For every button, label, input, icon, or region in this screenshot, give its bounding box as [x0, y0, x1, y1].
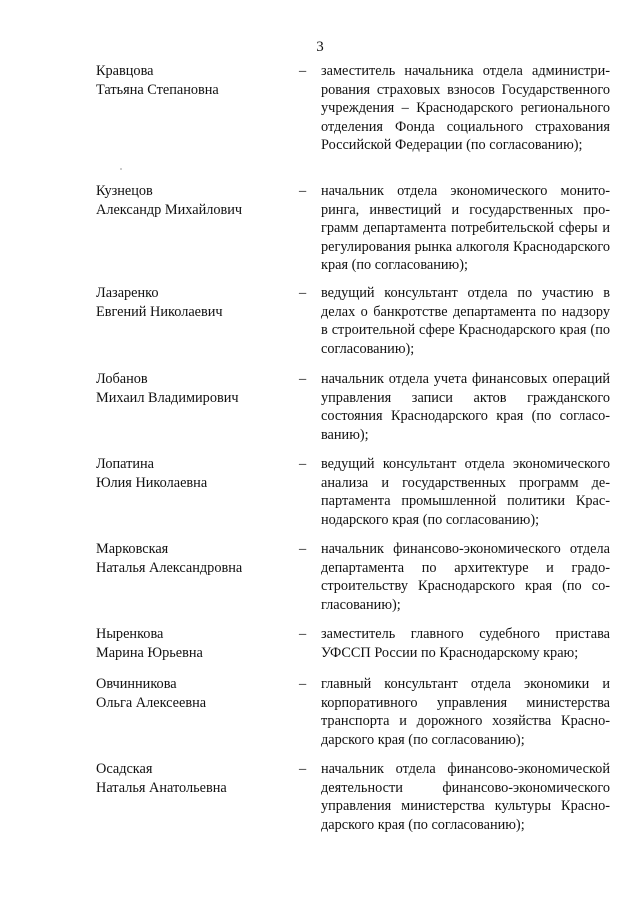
person-name — [96, 370, 286, 407]
dash-separator: – — [299, 456, 307, 472]
given-names: Юлия Николаевна — [96, 474, 208, 491]
scan-speck — [120, 168, 122, 170]
given-names: Наталья Анатольевна — [96, 779, 227, 796]
given-names: Михаил Владимирович — [96, 389, 239, 406]
position-description: заместитель главного судебного пристава УФССП России по Краснодарскому краю; — [321, 626, 610, 661]
surname: Ныренкова — [96, 626, 164, 642]
person-name — [96, 455, 286, 492]
surname: Марковская — [96, 541, 169, 557]
given-names: Наталья Александровна — [96, 559, 243, 576]
person-name — [96, 284, 286, 321]
person-name — [96, 62, 286, 99]
dash-separator: – — [299, 183, 307, 199]
dash-separator: – — [299, 626, 307, 642]
given-names: Александр Михайлович — [96, 201, 243, 218]
position-description: ведущий консультант отдела экономического анализа и государственных программ департамента промышленной политики Краснодарского края (по согласованию); — [321, 456, 610, 528]
position-description: ведущий консультант отдела по участию в делах о банкротстве департамента по надзору в строительной сфере Краснодарского края (по согласованию); — [321, 285, 610, 357]
given-names: Евгений Николаевич — [96, 303, 223, 320]
given-names: Марина Юрьевна — [96, 644, 203, 661]
position-description: начальник отдела учета финансовых операций управления записи актов гражданского состояния Краснодарского края (по согласованию); — [321, 371, 610, 443]
dash-separator: – — [299, 676, 307, 692]
given-names: Татьяна Степановна — [96, 81, 219, 98]
dash-separator: – — [299, 761, 307, 777]
dash-separator: – — [299, 285, 307, 301]
position-description: заместитель начальника отдела администрирования страховых взносов Государственного учреждения – Краснодарского регионального отделения Фонда социального страхования Российской Федерации (по согласованию); — [321, 63, 610, 154]
dash-separator: – — [299, 541, 307, 557]
surname: Лопатина — [96, 456, 155, 472]
position-description: начальник финансово-экономического отдела департамента по архитектуре и градостроительству Краснодарского края (по согласованию); — [321, 541, 610, 613]
surname: Кузнецов — [96, 183, 153, 199]
given-names: Ольга Алексеевна — [96, 694, 207, 711]
position-description: начальник отдела экономического мониторинга, инвестиций и государственных программ департамента потребительской сферы и регулирования рынка алкоголя Краснодарского края (по согласованию); — [321, 183, 610, 274]
position-description: главный консультант отдела экономики и корпоративного управления министерства транспорта и дорожного хозяйства Краснодарского края (по согласованию); — [321, 676, 610, 748]
person-name — [96, 675, 286, 712]
person-name — [96, 540, 286, 577]
surname: Лобанов — [96, 371, 148, 387]
position-description: начальник отдела финансово-экономической деятельности финансово-экономического управления министерства культуры Краснодарского края (по согласованию); — [321, 761, 610, 833]
surname: Лазаренко — [96, 285, 159, 301]
dash-separator: – — [299, 371, 307, 387]
surname: Осадская — [96, 761, 153, 777]
person-name — [96, 625, 286, 662]
person-name — [96, 760, 286, 797]
surname: Кравцова — [96, 63, 154, 79]
dash-separator: – — [299, 63, 307, 79]
person-name — [96, 182, 286, 219]
surname: Овчинникова — [96, 676, 177, 692]
page-number: 3 — [316, 39, 324, 55]
